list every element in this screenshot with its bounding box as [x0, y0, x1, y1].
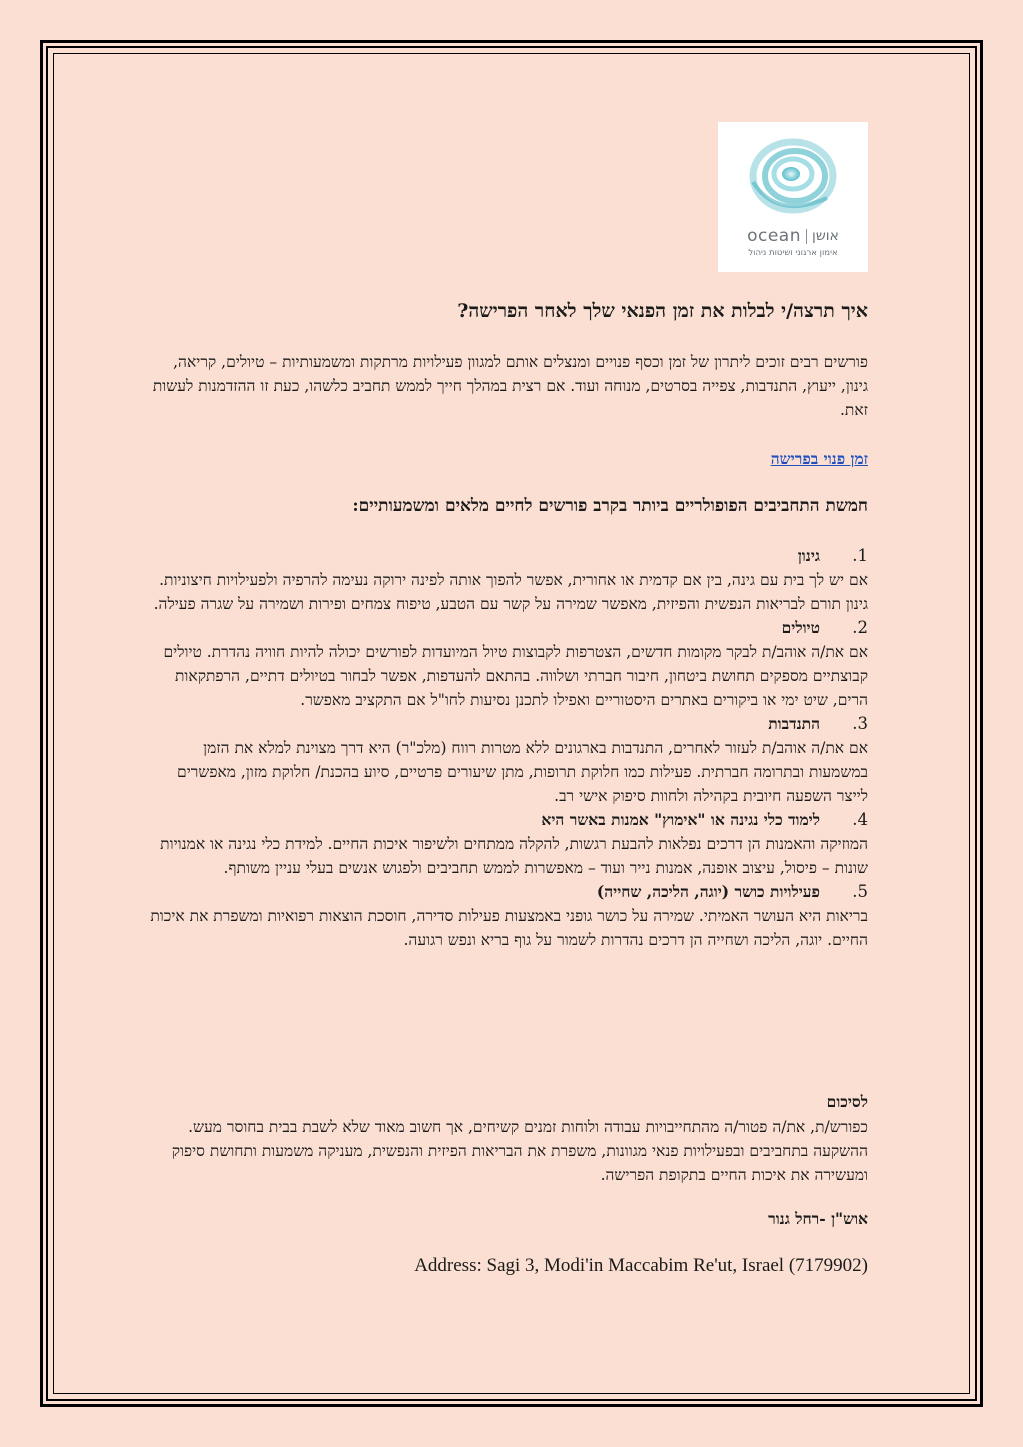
list-item — [150, 808, 868, 880]
logo-brand-he: אושן — [812, 228, 839, 244]
item-body: אם את/ה אוהב/ת לבקר מקומות חדשים, הצטרפות לקבוצות טיול המיועדות לפורשים יכולה להיות חוויה נהדרת. טיולים קבוצתיים מספקים תחושת ביטחון, חיבור חברתי ושלווה. בהתאם להעדפות, אפשר לבחור בטיולים דתיים, הרפתקאות הרים, שיט ימי או ביקורים באתרים היסטוריים ואפילו לתכנן נסיעות לחו"ל אם התקציב מאפשר. — [163, 643, 868, 709]
list-number: 2. — [852, 618, 868, 637]
signature: אוש"ן -רחל גנור — [768, 1209, 868, 1228]
item-body: אם יש לך בית עם גינה, בין אם קדמית או אחורית, אפשר להפוך אותה לפינה ירוקה נעימה להרפיה ולפעילויות חיצוניות. גינון תורם לבריאות הנפשית והפיזית, מאפשר שמירה על קשר עם הטבע, טיפוח צמחים ופירות ושמירה על שגרה פעילה. — [153, 571, 868, 613]
list-item — [150, 712, 868, 808]
logo-wordmark — [747, 226, 839, 246]
logo-brand-en: ocean — [747, 226, 801, 246]
ocean-logo — [718, 122, 868, 272]
swirl-logo-icon — [747, 132, 839, 224]
free-time-link[interactable]: זמן פנוי בפרישה — [770, 449, 868, 468]
list-item — [150, 616, 868, 712]
list-number: 4. — [852, 810, 868, 829]
address-line: Address: Sagi 3, Modi'in Maccabim Re'ut, Israel (7179902) — [414, 1255, 868, 1276]
logo-divider — [806, 229, 807, 244]
item-body: בריאות היא העושר האמיתי. שמירה על כושר גופני באמצעות פעילות סדירה, חוסכת הוצאות רפואיות ומשפרת את איכות החיים. יוגה, הליכה ושחייה הן דרכים נהדרות לשמור על גוף בריא ונפש רגועה. — [150, 907, 868, 949]
list-number: 5. — [852, 882, 868, 901]
item-body: אם את/ה אוהב/ת לעזור לאחרים, התנדבות בארגונים ללא מטרות רווח (מלכ"ר) היא דרך מצוינת למלא את הזמן במשמעות ובתרומה חברתית. פעילות כמו חלוקת תרופות, מתן שיעורים פרטיים, סיוע בהכנת/ חלוקת מזון, מאפשרים לייצר השפעה חיובית בקהילה ולחוות סיפוק אישי רב. — [177, 739, 868, 805]
item-title: לימוד כלי נגינה או "אימוץ" אמנות באשר היא — [541, 810, 820, 829]
item-title: פעילויות כושר (יוגה, הליכה, שחייה) — [596, 882, 820, 901]
list-number: 1. — [852, 546, 868, 565]
hobbies-list — [150, 544, 868, 952]
item-title: גינון — [797, 546, 820, 565]
intro-paragraph: פורשים רבים זוכים ליתרון של זמן וכסף פנויים ומנצלים אותם למגוון פעילויות מרתקות ומשמעותיות – טיולים, קריאה, גינון, ייעוץ, התנדבות, צפייה בסרטים, מנוחה ועוד. אם רצית במהלך חייך לממש תחביב כלשהו, כעת זו ההזדמנות לעשות זאת. — [152, 353, 868, 419]
item-title: טיולים — [781, 618, 820, 637]
hobbies-subtitle: חמשת התחביבים הפופולריים ביותר בקרב פורשים לחיים מלאים ומשמעותיים: — [352, 496, 868, 516]
item-body: המוזיקה והאמנות הן דרכים נפלאות להבעת רגשות, להקלה ממתחים ולשיפור איכות החיים. למידת כלי נגינה או אמנויות שונות – פיסול, עיצוב אופנה, אמנות נייר ועוד – מאפשרות לממש תחביבים ולפגוש אנשים בעלי עניין משותף. — [160, 835, 868, 877]
summary-paragraph: כפורש/ת, את/ה פטור/ה מהתחייבויות עבודה ולוחות זמנים קשיחים, אך חשוב מאוד שלא לשבת בבית בחוסר מעש. ההשקעה בתחביבים ובפעילויות פנאי מגוונות, משפרת את הבריאות הפיזית והנפשית, מעניקה משמעות ותחושת סיפוק ומעשירה את איכות החיים בתקופת הפרישה. — [171, 1118, 868, 1184]
summary-heading: לסיכום — [826, 1092, 868, 1111]
document-body — [150, 0, 868, 1447]
logo-tagline: אימון ארגוני ושיטות ניהול — [748, 248, 838, 258]
item-title: התנדבות — [768, 714, 820, 733]
list-item — [150, 880, 868, 952]
list-item — [150, 544, 868, 616]
page-title: איך תרצה/י לבלות את זמן הפנאי שלך לאחר הפרישה? — [457, 300, 868, 322]
list-number: 3. — [852, 714, 868, 733]
